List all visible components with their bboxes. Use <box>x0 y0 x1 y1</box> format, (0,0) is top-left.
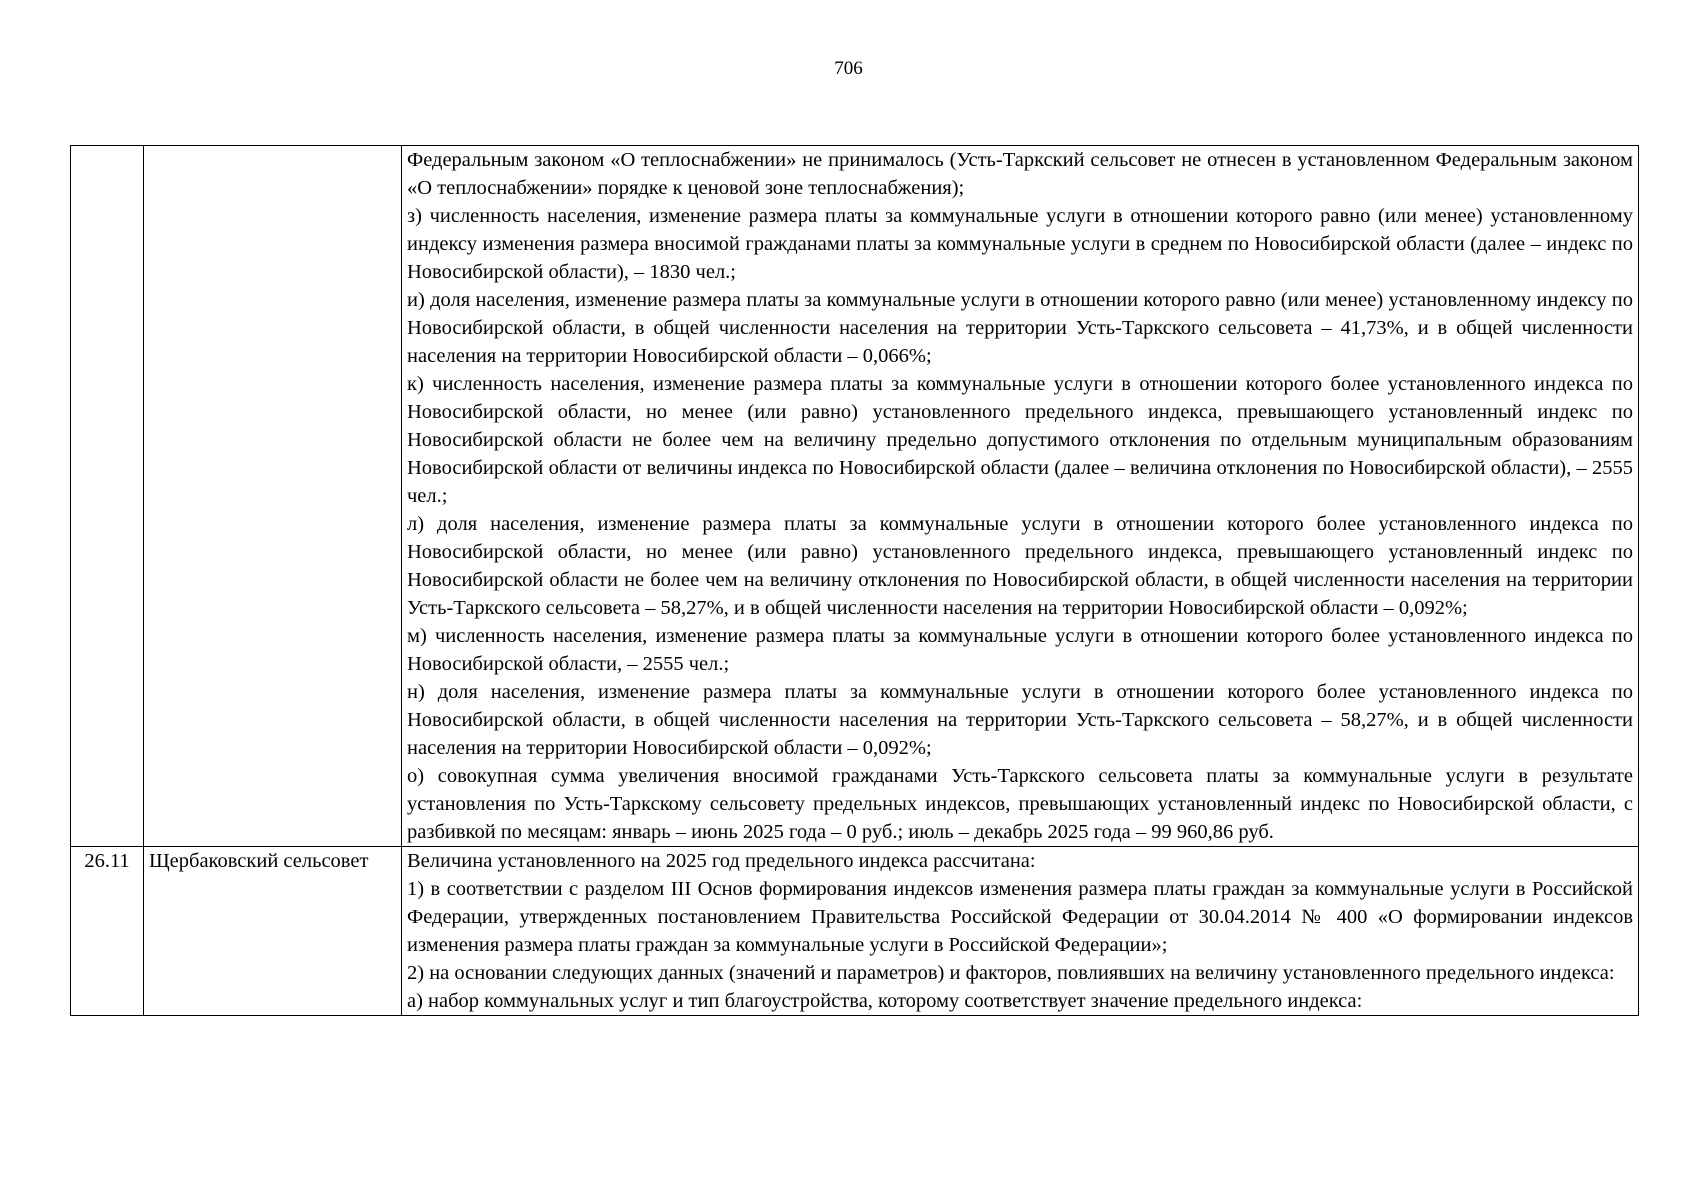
paragraph: о) совокупная сумма увеличения вносимой гражданами Усть-Таркского сельсовета платы за коммунальные услуги в результате установления по Усть-Таркскому сельсовету предельных индексов, превышающих установленный индекс по Новосибирской области, с разбивкой по месяцам: январь – июнь 2025 года – 0 руб.; июль – декабрь 2025 года – 99 960,86 руб. <box>407 765 1633 843</box>
description-cell <box>402 146 1639 847</box>
row-number-cell: 26.11 <box>71 847 144 1016</box>
paragraph: з) численность населения, изменение размера платы за коммунальные услуги в отношении которого равно (или менее) установленному индексу изменения размера вносимой гражданами платы за коммунальные услуги в среднем по Новосибирской области (далее – индекс по Новосибирской области), – 1830 чел.; <box>407 205 1633 283</box>
paragraph: 1) в соответствии с разделом III Основ формирования индексов изменения размера платы граждан за коммунальные услуги в Российской Федерации, утвержденных постановлением Правительства Российской Федерации от 30.04.2014 № 400 «О формировании индексов изменения размера платы граждан за коммунальные услуги в Российской Федерации»; <box>407 878 1633 956</box>
paragraph: а) набор коммунальных услуг и тип благоустройства, которому соответствует значение предельного индекса: <box>407 990 1363 1012</box>
row-number-cell <box>71 146 144 847</box>
municipality-name-cell <box>144 146 402 847</box>
municipality-name-cell: Щербаковский сельсовет <box>144 847 402 1016</box>
table-row <box>71 146 1639 847</box>
page-number: 706 <box>834 58 863 79</box>
table-row <box>71 847 1639 1016</box>
indices-table <box>70 145 1639 1016</box>
paragraph: 2) на основании следующих данных (значений и параметров) и факторов, повлиявших на величину установленного предельного индекса: <box>407 962 1615 984</box>
paragraph: к) численность населения, изменение размера платы за коммунальные услуги в отношении которого более установленного индекса по Новосибирской области, но менее (или равно) установленного предельного индекса, превышающего установленный индекс по Новосибирской области не более чем на величину предельно допустимого отклонения по отдельным муниципальным образованиям Новосибирской области от величины индекса по Новосибирской области (далее – величина отклонения по Новосибирской области), – 2555 чел.; <box>407 373 1633 507</box>
paragraph: м) численность населения, изменение размера платы за коммунальные услуги в отношении которого более установленного индекса по Новосибирской области, – 2555 чел.; <box>407 625 1633 675</box>
paragraph: л) доля населения, изменение размера платы за коммунальные услуги в отношении которого более установленного индекса по Новосибирской области, но менее (или равно) установленного предельного индекса, превышающего установленный индекс по Новосибирской области не более чем на величину отклонения по Новосибирской области, в общей численности населения на территории Усть-Таркского сельсовета – 58,27%, и в общей численности населения на территории Новосибирской области – 0,092%; <box>407 513 1633 619</box>
paragraph: и) доля населения, изменение размера платы за коммунальные услуги в отношении которого равно (или менее) установленному индексу по Новосибирской области, в общей численности населения на территории Усть-Таркского сельсовета – 41,73%, и в общей численности населения на территории Новосибирской области – 0,066%; <box>407 289 1633 367</box>
paragraph: Федеральным законом «О теплоснабжении» не принималось (Усть-Таркский сельсовет не отнесен в установленном Федеральным законом «О теплоснабжении» порядке к ценовой зоне теплоснабжения); <box>407 149 1633 199</box>
paragraph: н) доля населения, изменение размера платы за коммунальные услуги в отношении которого более установленного индекса по Новосибирской области, в общей численности населения на территории Усть-Таркского сельсовета – 58,27%, и в общей численности населения на территории Новосибирской области – 0,092%; <box>407 681 1633 759</box>
paragraph: Величина установленного на 2025 год предельного индекса рассчитана: <box>407 850 1036 872</box>
description-cell <box>402 847 1639 1016</box>
